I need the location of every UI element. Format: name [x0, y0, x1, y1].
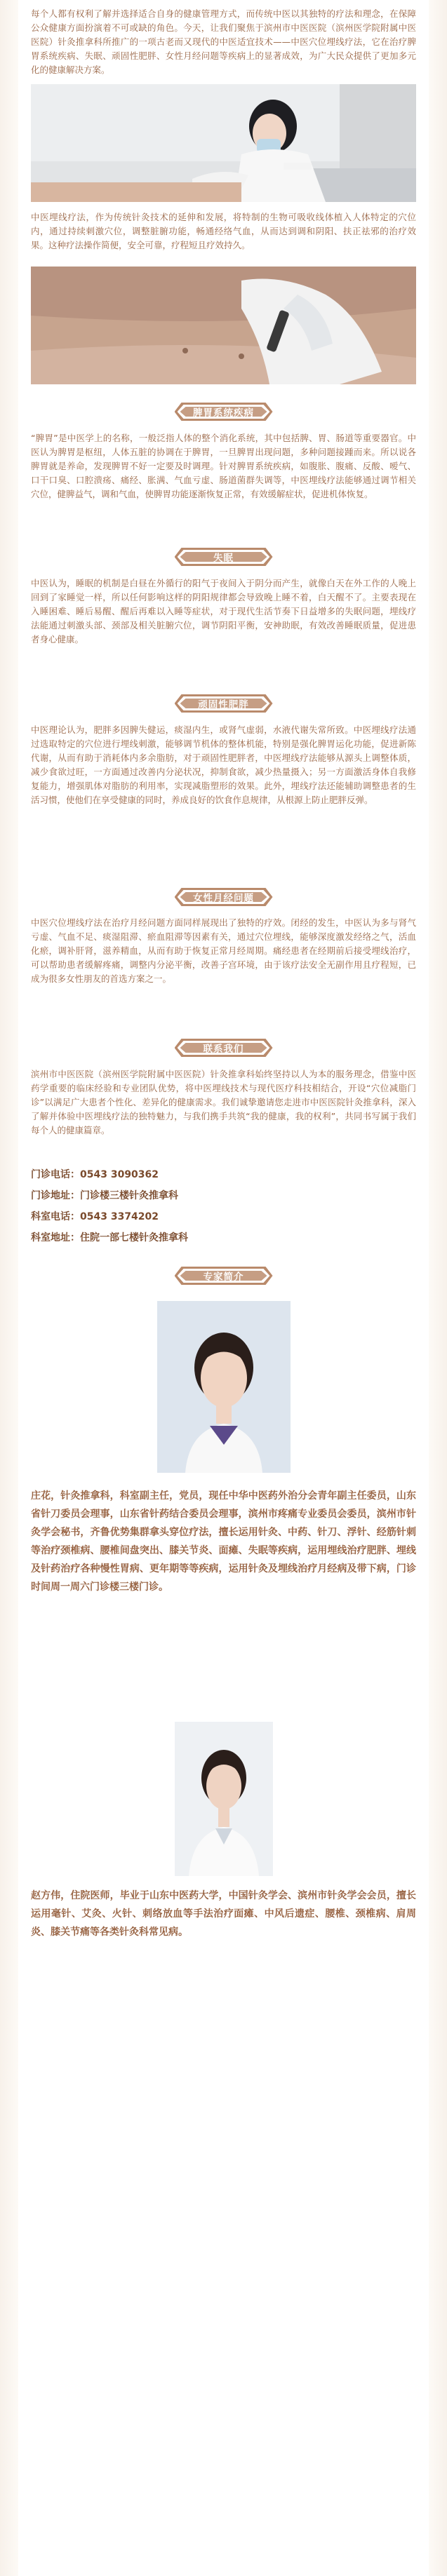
treatment-photo-doctor-illustration — [31, 84, 416, 202]
section-title-text: 联系我们 — [203, 1044, 244, 1055]
expert-2-bio: 赵方伟，住院医师，毕业于山东中医药大学，中国针灸学会、滨州市针灸学会会员，擅长运用毫针、艾灸、火针、刺络放血等手法治疗面瘫、中风后遗症、腰椎、颈椎病、肩周炎、膝关节痛等各类针灸科常见病。 — [31, 1890, 416, 1938]
treatment-photo-doctor — [31, 84, 416, 202]
section-title-text: 女性月经问题 — [193, 893, 254, 904]
expert-2-portrait — [175, 1722, 273, 1876]
section-text-spleen-stomach: “脾胃”是中医学上的名称，一般泛指人体的整个消化系统，其中包括脾、胃、肠道等重要器官。中医认为脾胃是枢纽，人体五脏的协调在于脾胃，一旦脾胃出现问题，多种问题接踵而来。所以说各脾胃就是养命，发现脾胃不好一定要及时调理。针对脾胃系统疾病，如腹胀、腹痛、反酸、嗳气、口干口臭、口腔溃疡、痛经、胀满、气血亏虚、肠道菌群失调等，中医埋线疗法能够通过调节相关穴位，健脾益气，调和气血，使脾胃功能逐渐恢复正常，有效缓解症状，促进机体恢复。 — [31, 433, 416, 499]
expert-1-portrait — [157, 1301, 291, 1473]
intro-paragraph-2: 中医埋线疗法，作为传统针灸技术的延伸和发展，将特制的生物可吸收线体植入人体特定的穴位内，通过持续刺激穴位，调整脏腑功能，畅通经络气血，从而达到调和阴阳、扶正祛邪的治疗效果。这种疗法操作简便，安全可靠，疗程短且疗效持久。 — [31, 212, 416, 250]
section-text-insomnia: 中医认为，睡眠的机制是白昼在外循行的阳气于夜间入于阴分而产生，就像白天在外工作的人晚上回到了家睡觉一样，所以任何影响这样的阴阳规律都会导致晚上睡不着，白天醒不了。主要表现在入睡困难、睡后易醒、醒后再难以入睡等症状，对于现代生活节奏下日益增多的失眠问题，埋线疗法能通过刺激头部、颈部及相关脏腑穴位，调节阴阳平衡，安神助眠，有效改善睡眠质量，促进患者身心健康。 — [31, 578, 416, 645]
article-content — [31, 0, 416, 2576]
expert-1-bio: 庄花，针灸推拿科，科室副主任，党员，现任中华中医药外治分会青年副主任委员，山东省针刀委员会理事，山东省针药结合委员会理事，滨州市疼痛专业委员会委员，滨州市针灸学会秘书，齐鲁优势集群拿头穿位疗法，擅长运用针灸、中药、针刀、浮针、经筋针刺等治疗颈椎病、腰椎间盘突出、膝关节炎、面瘫、失眠等疾病，运用埋线治疗肥胖、埋线及针药治疗各种慢性胃病、更年期等等疾病，运用针灸及埋线治疗月经病及带下病，门诊时间周一周六门诊楼三楼门诊。 — [31, 1490, 416, 1593]
section-text-contact: 滨州市中医医院（滨州医学院附属中医医院）针灸推拿科始终坚持以人为本的服务理念，借鉴中医药学重要的临床经验和专业团队优势，将中医埋线技术与现代医疗科技相结合，开设“穴位减脂门诊”以满足广大患者个性化、差异化的健康需求。我们诚挚邀请您走进市中医医院针灸推拿科，深入了解并体验中医埋线疗法的独特魅力，与我们携手共筑“我的健康，我的权利”，共同书写属于我们每个人的健康篇章。 — [31, 1069, 416, 1135]
section-title-text: 失眠 — [213, 553, 234, 564]
section-title-text: 脾胃系统疾病 — [193, 407, 254, 419]
department-address: 科室地址：住院一部七楼针灸推拿科 — [31, 1232, 188, 1243]
department-phone: 科室电话：0543 3374202 — [31, 1211, 159, 1222]
right-border-decoration — [429, 0, 447, 2576]
section-title-experts — [175, 1262, 273, 1289]
section-text-menstrual: 中医穴位埋线疗法在治疗月经问题方面同样展现出了独特的疗效。闭经的发生，中医认为多与肾气亏虚、气血不足、痰湿阻滞、瘀血阻滞等因素有关，通过穴位埋线，能够深度激发经络之气，活血化瘀，调补肝肾，滋养精血，从而有助于恢复正常月经周期。痛经患者在经期前后接受埋线治疗，可以帮助患者缓解疼痛，调整内分泌平衡，改善子宫环境，由于该疗法安全无副作用且疗程短，已成为很多女性朋友的首选方案之一。 — [31, 917, 416, 984]
expert-1-portrait-illustration — [157, 1301, 291, 1473]
treatment-photo-closeup-illustration — [31, 267, 416, 384]
expert-2-portrait-illustration — [175, 1722, 273, 1876]
section-title-text: 专家简介 — [203, 1272, 244, 1283]
treatment-photo-closeup — [31, 267, 416, 384]
section-text-obesity: 中医理论认为，肥胖多因脾失健运，痰湿内生，或肾气虚弱，水液代谢失常所致。中医埋线疗法通过选取特定的穴位进行埋线刺激，能够调节机体的整体机能，特别是强化脾胃运化功能，促进新陈代谢，从而有助于消耗体内多余脂肪，对于顽固性肥胖者，中医埋线疗法能够从源头上调整体质，减少食欲过旺，一方面通过改善内分泌状况，抑制食欲，减少热量摄入；另一方面激活身体自我修复能力，增强肌体对脂肪的利用率，实现减脂塑形的效果。此外，埋线疗法还能辅助调整患者的生活习惯，使他们在享受健康的同时，养成良好的饮食作息规律，从根源上防止肥胖反弹。 — [31, 724, 416, 805]
contact-info — [31, 1164, 416, 1248]
section-title-insomnia — [175, 544, 273, 570]
section-title-obesity — [175, 690, 273, 717]
clinic-address: 门诊地址：门诊楼三楼针灸推拿科 — [31, 1190, 178, 1201]
clinic-phone: 门诊电话：0543 3090362 — [31, 1169, 159, 1180]
left-border-decoration — [0, 0, 18, 2576]
section-title-text: 顽固性肥胖 — [198, 699, 249, 710]
section-title-contact — [175, 1034, 273, 1061]
section-title-menstrual — [175, 884, 273, 910]
intro-paragraph-1: 每个人都有权利了解并选择适合自身的健康管理方式，而传统中医以其独特的疗法和理念，在保障公众健康方面扮演着不可或缺的角色。今天，让我们聚焦于滨州市中医医院（滨州医学院附属中医医院）针灸推拿科所推广的一项古老而又现代的中医适宜技术——中医穴位埋线疗法，它在治疗脾胃系统疾病、失眠、顽固性肥胖、女性月经问题等疾病上的显著成效，为广大民众提供了更加多元化的健康解决方案。 — [31, 8, 416, 75]
section-title-spleen-stomach — [175, 398, 273, 425]
